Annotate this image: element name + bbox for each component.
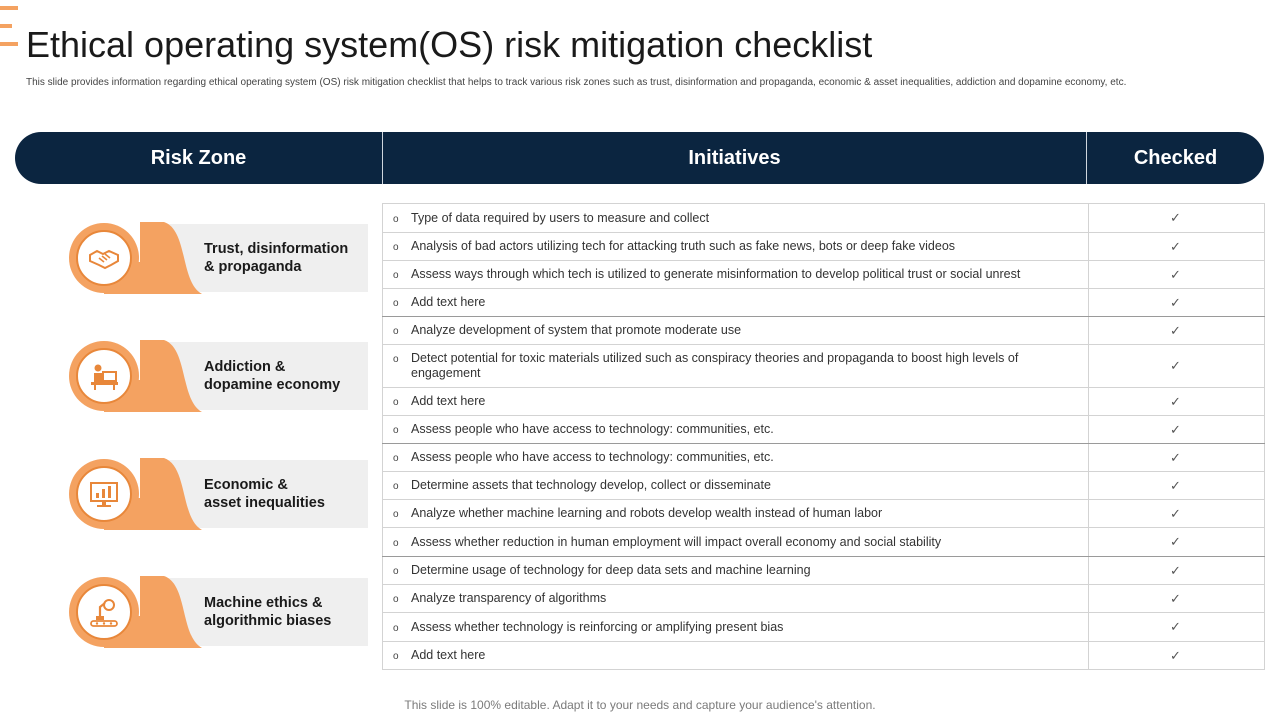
check-mark-icon: ✓ — [1089, 472, 1265, 500]
risk-zone-machine-ethics — [68, 576, 372, 648]
table-row — [383, 613, 1265, 642]
initiative-cell — [383, 528, 1089, 557]
initiative-cell — [383, 388, 1089, 416]
robot-arm-icon — [76, 584, 132, 640]
zone-label: Trust, disinformation & propaganda — [204, 241, 349, 275]
initiative-text: Add text here — [411, 648, 486, 662]
check-mark-icon: ✓ — [1089, 388, 1265, 416]
initiative-text: Analysis of bad actors utilizing tech for attacking truth such as fake news, bots or deep fake videos — [411, 239, 956, 253]
footer-note: This slide is 100% editable. Adapt it to your needs and capture your audience's attention. — [404, 698, 876, 712]
bullet-icon: o — [393, 397, 399, 408]
initiative-cell — [383, 500, 1089, 528]
bullet-icon: o — [393, 537, 399, 549]
check-mark-icon: ✓ — [1089, 613, 1265, 642]
bullet-icon: o — [393, 354, 399, 365]
bullet-icon: o — [393, 566, 399, 577]
handshake-icon — [76, 230, 132, 286]
initiative-cell — [383, 317, 1089, 345]
bullet-icon: o — [393, 425, 399, 436]
check-mark-icon: ✓ — [1089, 557, 1265, 585]
bullet-icon: o — [393, 242, 399, 253]
check-mark-icon: ✓ — [1089, 233, 1265, 261]
bullet-icon: o — [393, 594, 399, 605]
check-mark-icon: ✓ — [1089, 585, 1265, 613]
initiative-cell — [383, 444, 1089, 472]
table-row — [383, 261, 1265, 289]
table-row — [383, 557, 1265, 585]
check-mark-icon: ✓ — [1089, 204, 1265, 233]
initiative-cell — [383, 642, 1089, 670]
initiative-cell — [383, 345, 1089, 388]
bullet-icon: o — [393, 651, 399, 662]
table-row — [383, 204, 1265, 233]
bullet-icon: o — [393, 270, 399, 281]
check-mark-icon: ✓ — [1089, 317, 1265, 345]
initiative-cell — [383, 416, 1089, 444]
accent-bars — [0, 6, 18, 50]
check-mark-icon: ✓ — [1089, 416, 1265, 444]
initiative-cell — [383, 289, 1089, 317]
monitor-chart-icon — [76, 466, 132, 522]
header-initiatives: Initiatives — [383, 132, 1087, 184]
page-title: Ethical operating system(OS) risk mitigation checklist — [26, 24, 873, 65]
checklist-table — [382, 203, 1265, 670]
zone-label: Addiction & dopamine economy — [204, 359, 341, 393]
initiative-text: Assess ways through which tech is utilized to generate misinformation to develop political trust or social unrest — [411, 267, 1021, 281]
risk-zone-trust — [68, 222, 372, 294]
check-mark-icon: ✓ — [1089, 528, 1265, 557]
bullet-icon: o — [393, 453, 399, 464]
initiative-text: Assess whether technology is reinforcing or amplifying present bias — [411, 619, 784, 634]
risk-zone-economic — [68, 458, 372, 530]
initiative-text: Determine usage of technology for deep data sets and machine learning — [411, 563, 811, 577]
table-row — [383, 472, 1265, 500]
initiative-text: Assess people who have access to technology: communities, etc. — [411, 422, 774, 436]
check-mark-icon: ✓ — [1089, 444, 1265, 472]
initiative-text: Add text here — [411, 295, 486, 309]
initiative-cell — [383, 233, 1089, 261]
table-row — [383, 444, 1265, 472]
initiative-cell — [383, 557, 1089, 585]
initiative-cell — [383, 204, 1089, 233]
zone-label: Economic & asset inequalities — [204, 477, 325, 511]
page-subtitle: This slide provides information regarding ethical operating system (OS) risk mitigation checklist that helps to track various risk zones such as trust, disinformation and propaganda, economic & asset inequalities, addiction and dopamine economy, etc. — [26, 77, 1127, 88]
check-mark-icon: ✓ — [1089, 642, 1265, 670]
table-row — [383, 289, 1265, 317]
check-mark-icon: ✓ — [1089, 289, 1265, 317]
desk-worker-icon — [76, 348, 132, 404]
table-row — [383, 500, 1265, 528]
check-mark-icon: ✓ — [1089, 500, 1265, 528]
table-row — [383, 233, 1265, 261]
table-row — [383, 388, 1265, 416]
table-header — [15, 132, 1264, 184]
table-row — [383, 585, 1265, 613]
table-row — [383, 642, 1265, 670]
table-row — [383, 317, 1265, 345]
table-row — [383, 345, 1265, 388]
bullet-icon: o — [393, 481, 399, 492]
initiative-text: Analyze development of system that promote moderate use — [411, 323, 742, 337]
initiative-text: Add text here — [411, 394, 486, 408]
initiative-cell — [383, 585, 1089, 613]
zone-label: Machine ethics & algorithmic biases — [204, 595, 332, 629]
risk-zone-addiction — [68, 340, 372, 412]
initiative-text: Assess people who have access to technology: communities, etc. — [411, 450, 774, 464]
initiative-text: Analyze whether machine learning and robots develop wealth instead of human labor — [411, 506, 883, 520]
bullet-icon: o — [393, 213, 399, 225]
header-checked: Checked — [1133, 146, 1218, 169]
check-mark-icon: ✓ — [1089, 261, 1265, 289]
initiative-text: Analyze transparency of algorithms — [411, 591, 607, 605]
table-row — [383, 528, 1265, 557]
initiative-text: Detect potential for toxic materials utilized such as conspiracy theories and propaganda to boost high levels of engagement — [411, 351, 1019, 380]
initiative-cell — [383, 613, 1089, 642]
header-risk-zone: Risk Zone — [15, 132, 383, 184]
initiative-text: Type of data required by users to measure and collect — [411, 210, 710, 225]
bullet-icon: o — [393, 509, 399, 520]
initiative-cell — [383, 261, 1089, 289]
table-row — [383, 416, 1265, 444]
check-mark-icon: ✓ — [1089, 345, 1265, 388]
initiative-text: Assess whether reduction in human employment will impact overall economy and social stability — [411, 534, 942, 549]
initiative-cell — [383, 472, 1089, 500]
bullet-icon: o — [393, 326, 399, 337]
bullet-icon: o — [393, 622, 399, 634]
initiative-text: Determine assets that technology develop, collect or disseminate — [411, 478, 771, 492]
bullet-icon: o — [393, 298, 399, 309]
